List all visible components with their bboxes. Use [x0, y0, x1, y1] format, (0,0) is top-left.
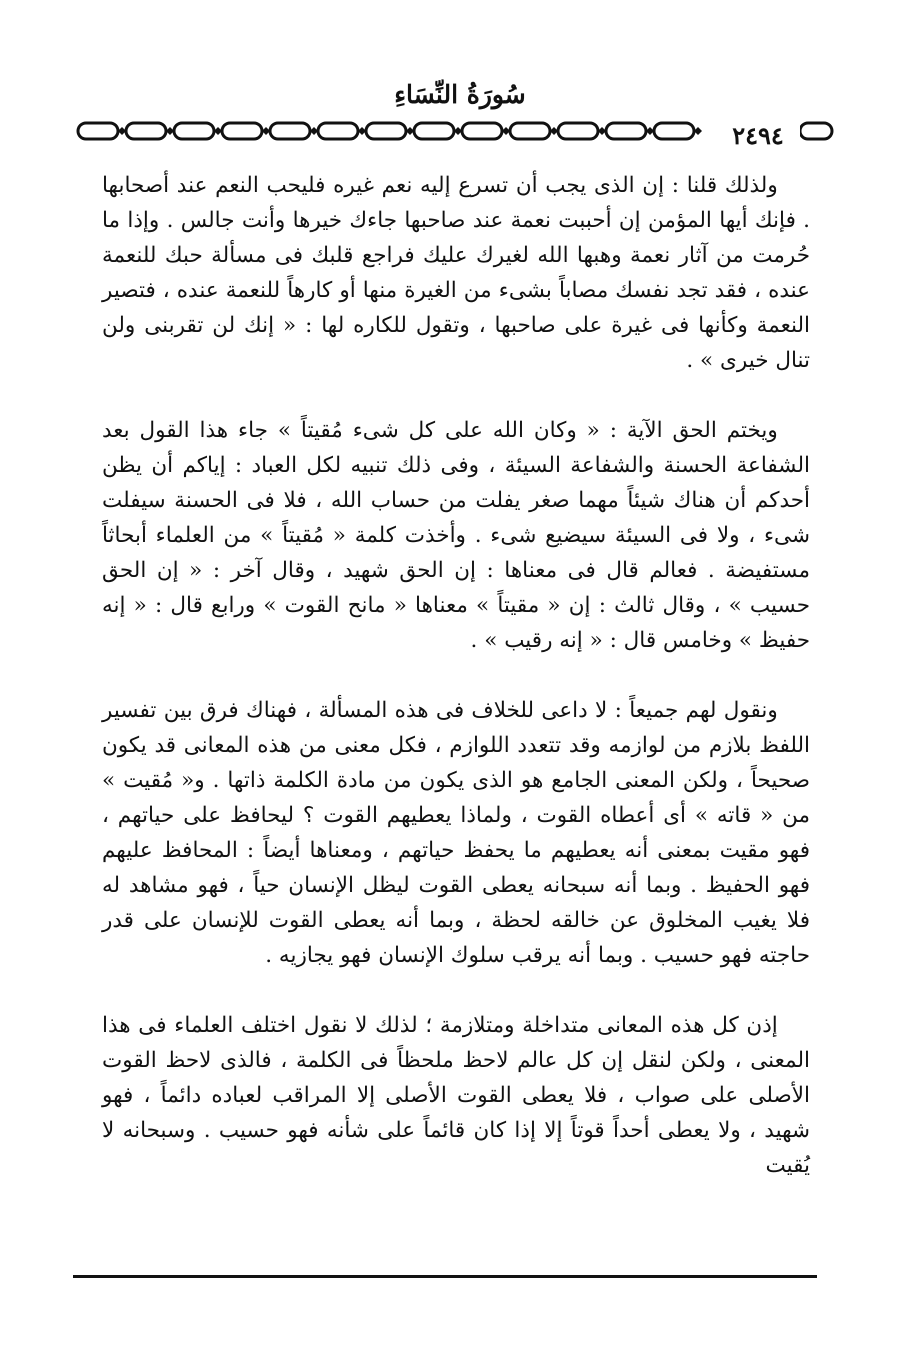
paragraph-2: ويختم الحق الآية : « وكان الله على كل شىء مُقيتاً » جاء هذا القول بعد الشفاعة الحسنة والشفاعة السيئة ، وفى ذلك تنبيه لكل العباد : إياكم أن يظن أحدكم أن هناك شيئاً مهما صغر يفلت من حساب الله ، فلا فى الحسنة سيفلت شىء ، ولا فى السيئة سيضيع شىء . وأخذت كلمة « مُقيتاً » من العلماء أبحاثاً مستفيضة . فعالم قال فى معناها : إن الحق شهيد ، وقال آخر : « إن الحق حسيب » ، وقال ثالث : إن « مقيتاً » معناها « مانح القوت » ورابع قال : « إنه حفيظ » وخامس قال : « إنه رقيب » .	[102, 418, 810, 653]
footer-rule	[73, 1275, 817, 1278]
paragraph-1: ولذلك قلنا : إن الذى يجب أن تسرع إليه نعم غيره فليحب النعم عند أصحابها . فإنك أيها المؤمن إن أحببت نعمة عند صاحبها جاءك خيرها وأنت جالس . وإذا ما حُرمت من آثار نعمة وهبها الله لغيرك عليك فراجع قلبك فى مسألة حبك للنعمة عنده ، فقد تجد نفسك مصاباً بشىء من الغيرة منها أو كارهاً للنعمة عنده ، فتصير النعمة وكأنها فى غيرة على صاحبها ، وتقول للكاره لها : « إنك لن تقربنى ولن تنال خيرى » .	[102, 173, 810, 373]
body-text	[102, 168, 810, 1183]
paragraph-4: إذن كل هذه المعانى متداخلة ومتلازمة ؛ لذلك لا نقول اختلف العلماء فى هذا المعنى ، ولكن لنقل إن كل عالم لاحظ ملحظاً فى الكلمة ، فالذى لاحظ القوت الأصلى على صواب ، فلا يعطى القوت الأصلى إلا المراقب لعباده دائماً ، فهو شهيد ، ولا يعطى أحداً قوتاً إلا إذا كان قائماً على شأنه فهو حسيب . وسبحانه لا يُقيت	[102, 1013, 810, 1178]
page-number: ٢٤٩٤	[716, 122, 800, 150]
paragraph-3: ونقول لهم جميعاً : لا داعى للخلاف فى هذه المسألة ، فهناك فرق بين تفسير اللفظ بلازم من لوازمه وقد تتعدد اللوازم ، فكل معنى من هذه المعانى قد يكون صحيحاً ، ولكن المعنى الجامع هو الذى يكون من مادة الكلمة ذاتها . و« مُقيت » من « قاته » أى أعطاه القوت ، ولماذا يعطيهم القوت ؟ ليحافظ على حياتهم ، فهو مقيت بمعنى أنه يعطيهم ما يحفظ حياتهم ، ومعناها أيضاً : المحافظ عليهم فهو الحفيظ . وبما أنه سبحانه يعطى القوت ليظل الإنسان حياً ، فهو مشاهد له فلا يغيب المخلوق عن خالقه لحظة ، وبما أنه يعطى القوت للإنسان على قدر حاجته فهو حسيب . وبما أنه يرقب سلوك الإنسان فهو يجازيه .	[102, 698, 810, 968]
sura-title: سُورَةُ النِّسَاءِ	[394, 80, 526, 109]
